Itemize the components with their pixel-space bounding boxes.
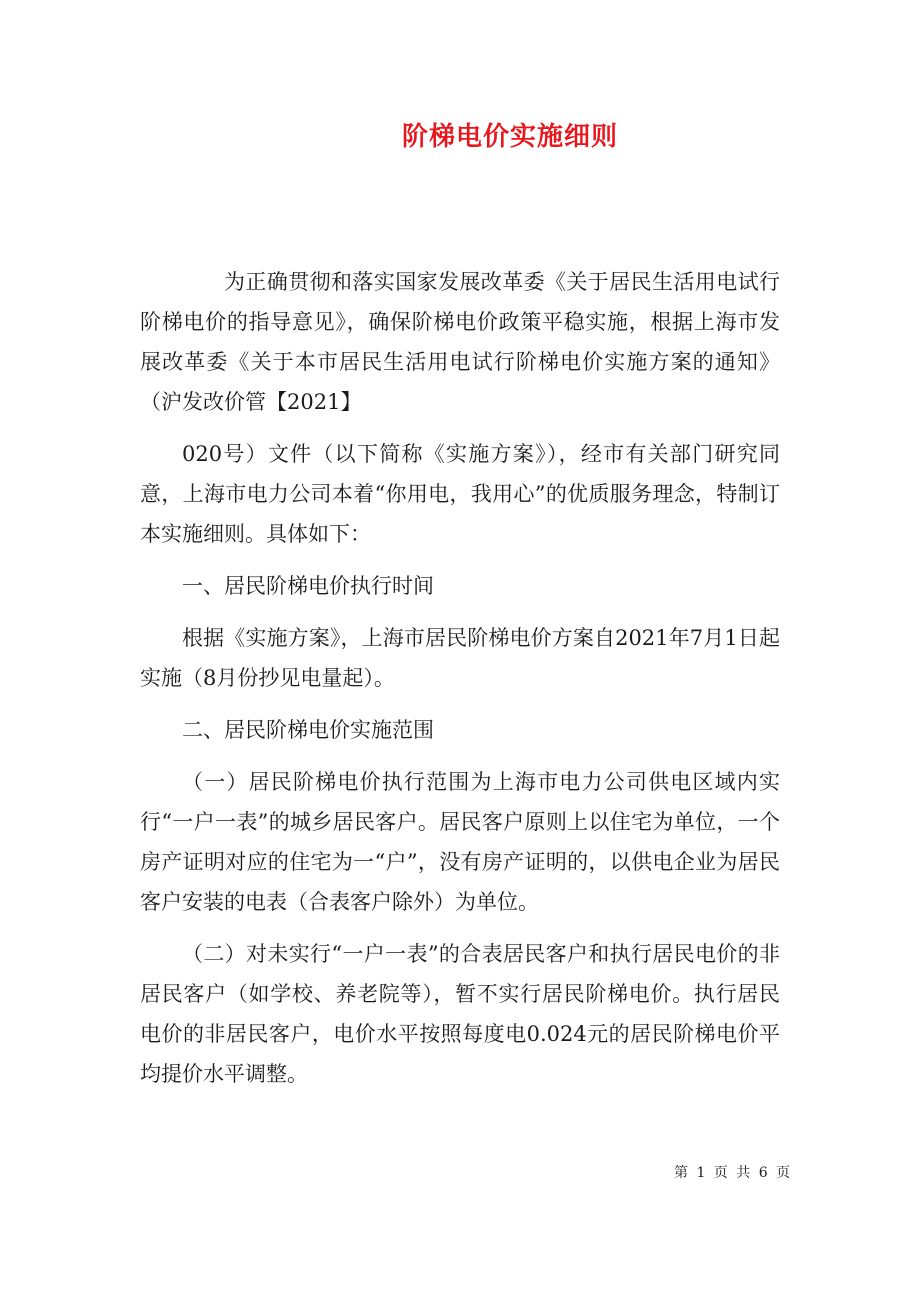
paragraph-section-1: 根据《实施方案》，上海市居民阶梯电价方案自2021年7月1日起实施（8月份抄见电量起）。	[140, 626, 780, 690]
page-number: 第 1 页 共 6 页	[674, 1165, 793, 1181]
paragraph-intro-continued: 020号）文件（以下简称《实施方案》），经市有关部门研究同意，上海市电力公司本着“你用电，我用心”的优质服务理念，特制订本实施细则。具体如下：	[140, 442, 780, 546]
paragraph-section-2-item-1: （一）居民阶梯电价执行范围为上海市电力公司供电区域内实行“一户一表”的城乡居民客户。居民客户原则上以住宅为单位，一个房产证明对应的住宅为一“户”，没有房产证明的，以供电企业为居民客户安装的电表（合表客户除外）为单位。	[140, 770, 780, 914]
paragraph-intro: 为正确贯彻和落实国家发展改革委《关于居民生活用电试行阶梯电价的指导意见》，确保阶梯电价政策平稳实施，根据上海市发展改革委《关于本市居民生活用电试行阶梯电价实施方案的通知》（沪发改价管【2021】	[140, 270, 780, 414]
section-heading-1: 一、居民阶梯电价执行时间	[182, 574, 434, 598]
paragraph-section-2-item-2: （二）对未实行“一户一表”的合表居民客户和执行居民电价的非居民客户（如学校、养老院等），暂不实行居民阶梯电价。执行居民电价的非居民客户，电价水平按照每度电0.024元的居民阶梯电价平均提价水平调整。	[140, 942, 780, 1086]
document-title: 阶梯电价实施细则	[401, 122, 618, 152]
section-heading-2: 二、居民阶梯电价实施范围	[182, 718, 434, 742]
document-body	[140, 262, 780, 1106]
